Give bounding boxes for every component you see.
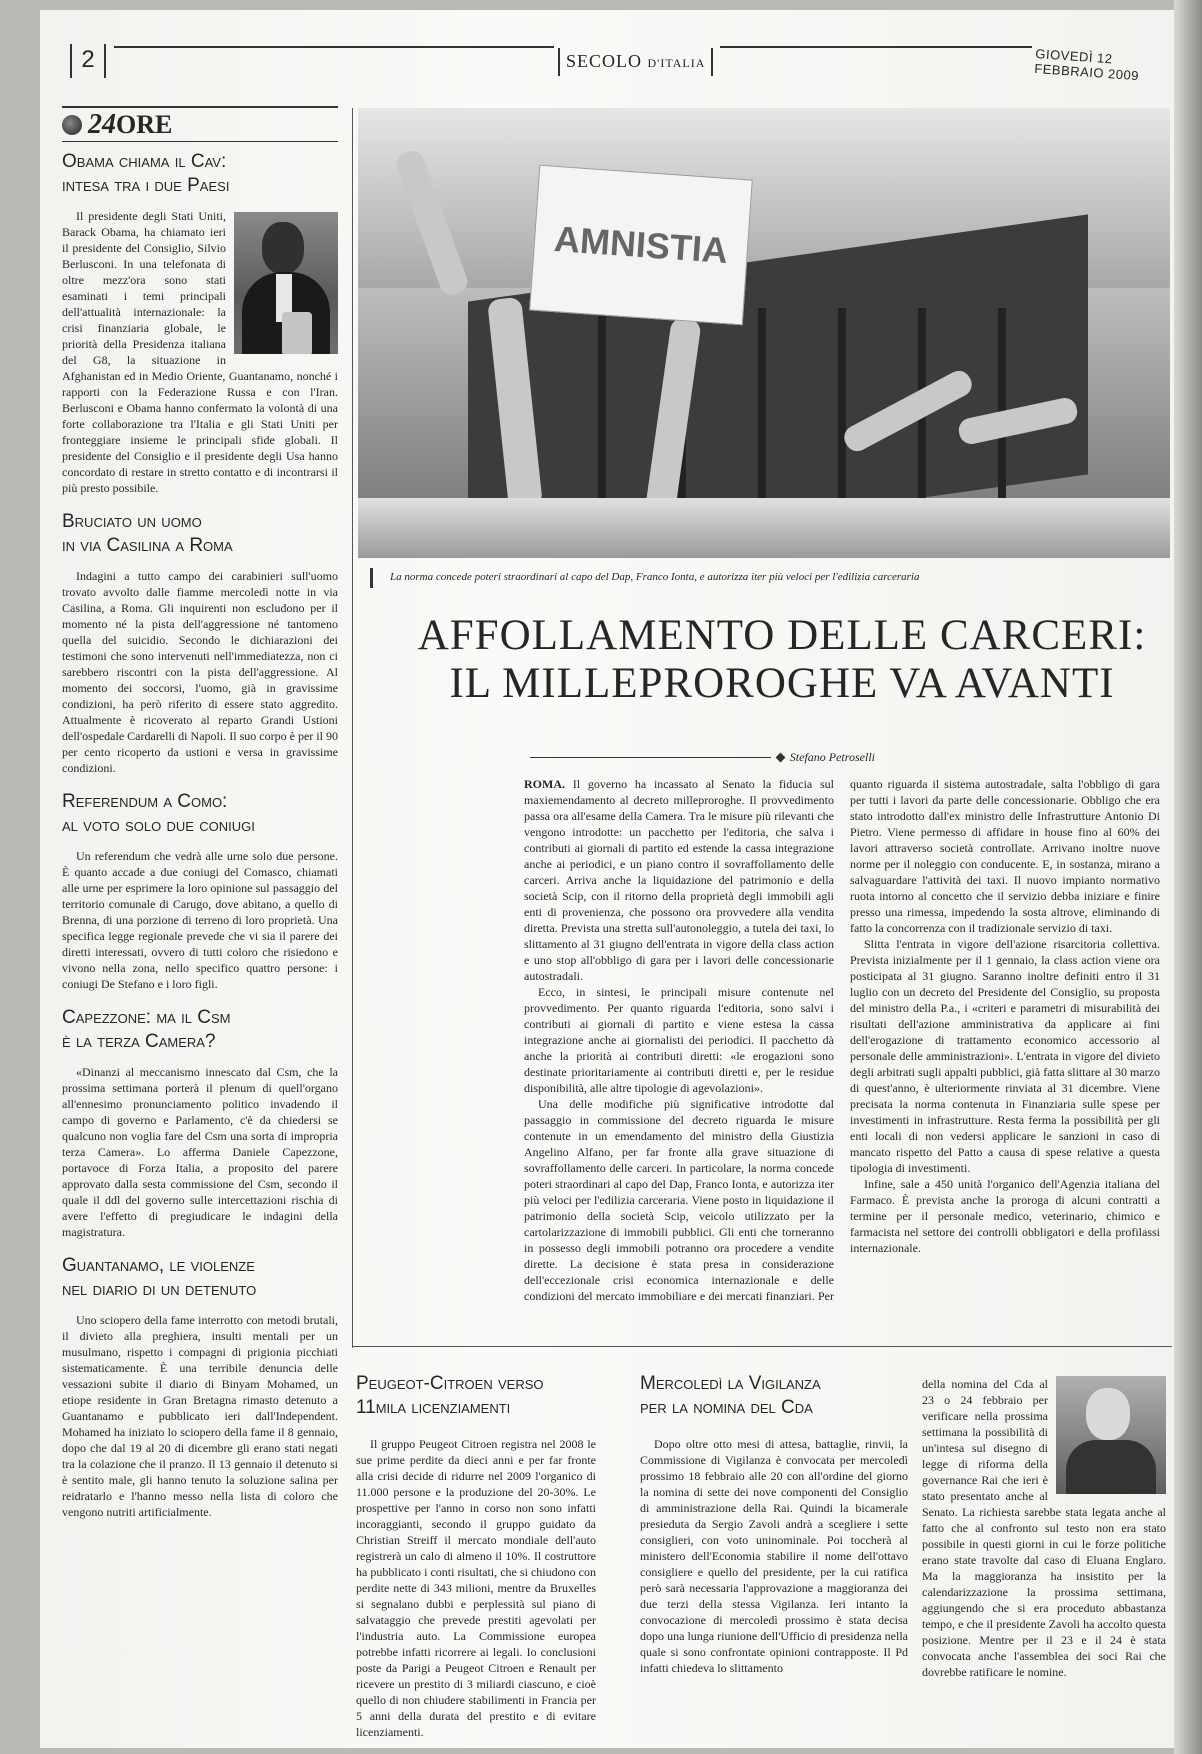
paper-name-main: SECOLO [566,51,643,71]
sidebar-article-obama [62,150,338,496]
main-headline [372,612,1192,708]
title-line: al voto solo due coniugi [62,815,255,836]
logo-text [88,109,172,141]
bottom-article-vigilanza [640,1372,908,1676]
headline-line: AFFOLLAMENTO DELLE CARCERI: [417,612,1147,659]
main-article-frame-left [352,108,353,1348]
sidebar-article-casilina [62,510,338,776]
article-title [62,790,338,838]
article-body: Un referendum che vedrà alle urne solo due persone. È quanto accade a due coniugi del Comasco, chiamati alle urne per esprimere la loro opinione sul passaggio del territorio comunale di Carugo, dove abitano, a quello di Brenna, di una porzione di terreno di loro proprietà. Una specifica legge regionale prevede che vi sia il parere dei diretti interessati, ovvero di tutti coloro che risiedono e vivono nella zona, nello specifico quattro persone: i coniugi De Stefano e i loro figli. [62,849,338,991]
title-line: per la nomina del Cda [640,1397,813,1418]
article-body: Indagini a tutto campo dei carabinieri sull'uomo trovato avvolto dalle fiamme mercoledì notte in via Casilina, a Roma. Gli inquirenti non escludono per il momento né la pista dell'aggressione né tantomeno quella del suicidio. Secondo le dichiarazioni dei testimoni che sono intervenuti nell'immediatezza, non ci sarebbero riscontri con la pista dell'aggressione. Al momento dei soccorsi, l'uomo, già in gravissime condizioni, ha però riferito di essere stato aggredito. Attualmente è ricoverato al reparto Grandi Ustioni dell'ospedale Cardarelli di Napoli. Il suo corpo è per il 90 per cento ricoperto da ustioni e versa in gravissime condizioni. [62,569,338,775]
title-line: Capezzone: ma il Csm [62,1007,231,1028]
paragraph-text: Il governo ha incassato al Senato la fiducia sul maxiemendamento al decreto milleproroghe. Il provvedimento passa ora all'esame della Camera. Tra le misure più rilevanti che vengono introdotte: un pacchetto per l'editoria, che salva i contributi ai giornali di partito ed estende la cassa integrazione anche ai periodici, e un piano contro il sovraffollamento delle carceri. Arriva anche la liquidazione del patrimonio e della società Scip, con il ritorno della proprietà degli immobili agli enti di provenienza, che possono ora provvedere alla vendita diretta. Prevista una stretta sull'autonoleggio, a tutela dei taxi, lo slittamento al 31 giugno dell'entrata in vigore della class action e uno stop all'obbligo di gara per i lavori delle concessionarie autostradali. [524,777,835,983]
title-line: 11mila licenziamenti [356,1397,511,1418]
photo-caption: La norma concede poteri straordinari al capo del Dap, Franco Ionta, e autorizza iter più veloci per l'edilizia carceraria [390,571,920,583]
logo-number: 24 [88,108,116,140]
title-line: nel diario di un detenuto [62,1279,257,1300]
article-paragraph [524,776,834,984]
main-article-frame-bottom [352,1346,1172,1347]
article-body: Dopo oltre otto mesi di attesa, battaglie, rinvii, la Commissione di Vigilanza è convocata per mercoledì prossimo 18 febbraio alle 20 con all'ordine del giorno la nomina di sette dei nove componenti del Consiglio di amministrazione della Rai. Quindi la bicamerale presieduta da Sergio Zavoli andrà a scegliere i sette consiglieri, con voto uninominale. Poi toccherà al ministero dell'Economia stabilire il nome dell'ottavo consigliere e quello del presidente, per la cui ratifica però sarà necessaria l'approvazione a maggioranza dei due terzi della stessa Vigilanza. Ieri intanto la convocazione di mercoledì prossimo è stata decisa dopo una lunga riunione dell'Ufficio di presidenza nella quale si sono confrontate opinioni contrapposte. Il Pd infatti chiedeva lo slittamento [640,1437,908,1675]
byline-rule [530,757,771,758]
sidebar-article-guantanamo [62,1254,338,1520]
headline-line: IL MILLEPROROGHE VA AVANTI [449,660,1115,707]
sidebar-article-como [62,790,338,992]
photo-head-shape [1086,1388,1130,1440]
article-body: della nomina del Cda al 23 o 24 febbraio per verificare nella prossima settimana la possibilità di un'intesa sul disegno di legge di riforma della governance Rai che ieri è stato presentato anche al Senato. La richiesta sarebbe stata legata anche al fatto che al confronto sul testo non era stato possibile in questi giorni in cui le forze politiche erano state travolte dal caso di Eluana Englaro. Ma la maggioranza ha insistito per la calendarizzazione la prossima settimana, aggiungendo che si era proceduto abbastanza tempo, e che il presidente Zavoli ha accolto questa posizione. Mentre per il 23 e il 24 è stata convocata anche l'assemblea dei soci Rai che dovrebbe ratificare le nomine. [922,1377,1166,1679]
article-paragraph: Ecco, in sintesi, le principali misure contenute nel provvedimento. Per quanto riguarda l'editoria, sono salvi i contributi ai giornali di partito e viene estesa la cassa integrazione anche ai giornalisti dei periodici. Il pacchetto dà anche la priorità ai contributi diretti: «le erogazioni sono destinate prioritariamente ai contributi diretti e, per le residue disponibilità, alle altre tipologie di agevolazioni». [524,985,834,1095]
issue-date: GIOVEDÌ 12 FEBBRAIO 2009 [1033,46,1140,84]
article-body: Uno sciopero della fame interrotto con metodi brutali, il divieto alla preghiera, insulti mentali per un musulmano, rispetto i compagni di prigionia picchiati sistematicamente. È una terribile denuncia delle vessazioni subite il diario di Binyam Mohamed, un etiope residente in Gran Bretagna rimasto detenuto a Guantanamo e pubblicato ieri dall'Independent. Mohamed ha iniziato lo sciopero della fame il 8 gennaio, dopo che dal 19 al 20 di dicembre gli erano stati negati tra la colazione che il pranzo. Il 13 gennaio il detenuto si è sentito male, gli hanno tenuto la soluzione salina per reidratarlo e l'hanno messo nella lista di coloro che vengono nutriti artificialmente. [62,1313,338,1519]
dateline: ROMA. [524,777,565,791]
title-line: Peugeot-Citroen verso [356,1373,544,1394]
article-title [640,1372,908,1420]
article-title [356,1372,596,1420]
sign-text: AMNISTIA [552,217,730,272]
obama-photo [234,212,338,354]
title-line: Mercoledì la Vigilanza [640,1373,821,1394]
photo-ledge [358,498,1170,558]
page-number: 2 [70,44,106,78]
article-body: Il gruppo Peugeot Citroen registra nel 2008 le sue prime perdite da dieci anni e per far fronte alla crisi decide di ridurre nel 2009 l'organico di 11.000 persone e la produzione del 20-30%. Le prospettive per l'anno in corso non sono infatti incoraggianti, secondo il gruppo guidato da Christian Streiff il mercato mondiale dell'auto registrerà un calo di almeno il 10%. Il costruttore ha pubblicato i conti risultati, che si chiudono con perdite nette di 343 milioni, mentre da Bruxelles si segnalano dubbi e perplessità sul piano di salvataggio che prevede prestiti agevolati per l'industria auto. La Commissione europea potrebbe infatti ricorrere ai legali. Io conclusioni poste da Parigi a Peugeot Citroen e Renault per ricevere un prestito di 3 miliardi ciascuno, e cioè quello di non chiudere stabilimenti in Francia per 5 anni della durata del prestito e di evitare licenziamenti. [356,1437,596,1739]
caption-marker [370,568,373,588]
amnistia-sign [529,165,753,326]
page-gutter-shadow [1174,0,1202,1754]
article-paragraph: Una delle modifiche più significative introdotte dal passaggio in commissione del decreto riguarda le misure contenute in un emendamento del ministro della Giustizia Angelino Alfano, per far fronte alla grave situazione di sovraffollamento delle carceri. In particolare, la norma concede poteri straordinari al capo del Dap, Franco Ionta, e autorizza iter più veloci per l'edilizia carceraria. Viene posto in liquidazione il patrimonio della società Scip, veicolo utilizzato per la cartolarizzazione di immobili pubblici. Gli enti che torneranno in possesso degli immobili potranno ora procedere a vendite dirette. La decisione è stata presa in considerazione dell'eccezionale crisi economica internazionale e delle condizioni del mercato immobiliare e dei mercati finanziari. Per quanto riguarda il sistema autostradale, salta l'obbligo di gara per tutti i lavori da parte delle concessionarie. Obbligo che era stato introdotto dall'ex ministro delle Infrastrutture Antonio Di Pietro. Viene permesso di affidare in house fino al 60% dei lavori attraverso società controllate. Arrivano inoltre nuove norme per il noleggio con conducente. E, in sostanza, mirano a salvaguardare l'attività dei taxi. Il nuovo impianto normativo ruota intorno al concetto che il servizio debba iniziare e finire presso una rimessa, impedendo la sosta altrove, eliminando di fatto la concorrenza con il tradizionale servizio di taxi. [524,777,1160,1303]
byline [530,750,875,765]
bottom-article-peugeot [356,1372,596,1740]
title-line: Guantanamo, le violenze [62,1255,255,1276]
photo-body-shape [1066,1440,1156,1494]
zavoli-photo [1056,1376,1166,1494]
title-line: Referendum a Como: [62,791,228,812]
bottom-article-vigilanza-continued [922,1376,1166,1680]
title-line: Obama chiama il Cav: [62,151,227,172]
masthead-rule-right [720,46,1032,48]
news-sidebar [62,106,338,1520]
article-title [62,1254,338,1302]
article-title [62,510,338,558]
sidebar-article-capezzone [62,1006,338,1240]
masthead-rule-left [114,46,554,48]
masthead [70,40,1180,84]
title-line: intesa tra i due Paesi [62,175,230,196]
paper-name [558,48,713,76]
title-line: in via Casilina a Roma [62,535,233,556]
article-body: Il presidente degli Stati Uniti, Barack Obama, ha chiamato ieri il presidente del Consiglio, Silvio Berlusconi. In una telefonata di oltre mezz'ora sono stati esaminati i temi principali dell'attualità internazionale: la crisi finanziaria globale, le priorità della Presidenza italiana del G8, la situazione in Afghanistan ed in Medio Oriente, Guantanamo, nonché i rapporti con la Federazione Russa e con l'Iran. Berlusconi e Obama hanno confermato la volontà di una forte collaborazione tra l'Italia e gli Stati Uniti per fronteggiare insieme le principali sfide globali. Il presidente del Consiglio e il presidente degli Usa hanno concordato di restare in stretto contatto e di incontrarsi il più presto possibile. [62,209,338,495]
prison-window-photo [358,108,1170,558]
article-title [62,1006,338,1054]
photo-head-shape [262,222,304,274]
24ore-logo [62,106,338,142]
article-paragraph: Slitta l'entrata in vigore dell'azione risarcitoria collettiva. Prevista inizialmente per il 1 gennaio, la class action viene ora posticipata al 31 giugno. Saranno inoltre definiti entro il 31 luglio con un decreto del Presidente del Consiglio, su proposta del ministro della P.a., i «criteri e parametri di misurabilità dei risultati dell'azione amministrativa da applicare ai fini dell'erogazione di trattamento economico accessorio al personale delle amministrazioni». L'entrata in vigore del divieto degli arbitrati sugli appalti pubblici, già fatta slittare al 30 marzo di quest'anno, è ulteriormente rinviata al 31 dicembre. Viene precisata la norma contenuta in Finanziaria sulle spese per investimenti in infrastrutture. Resta ferma la possibilità per gli enti locali di non vedersi applicare le sanzioni in caso di mancato rispetto del Patto a causa di spese relative a questa tipologia di investimenti. [850,937,1160,1175]
article-body: «Dinanzi al meccanismo innescato dal Csm, che la prossima settimana porterà il plenum di quell'organo all'ennesimo pronunciamento politico invadendo il campo di governo e Parlamento, c'è da chiedersi se qualcuno non voglia fare del Csm una sorta di impropria terza Camera». Lo afferma Daniele Capezzone, portavoce di Forza Italia, a proposito del parere approvato dalla sesta commissione del Csm, secondo il quale il ddl del governo sulle intercettazioni rischia di avere l'effetto di pregiudicare le indagini della magistratura. [62,1065,338,1239]
paper-name-small: D'ITALIA [647,56,706,70]
diamond-icon [775,753,785,763]
main-article-body [524,776,1160,1306]
title-line: Bruciato un uomo [62,511,202,532]
logo-word: ORE [116,109,173,139]
title-line: è la terza Camera? [62,1031,216,1052]
author-name: Stefano Petroselli [789,750,875,764]
article-title [62,150,338,198]
globe-icon [62,115,82,135]
photo-podium-shape [282,312,312,354]
article-paragraph: Infine, sale a 450 unità l'organico dell'Agenzia italiana del Farmaco. È prevista anche la proroga di alcuni contratti a termine per il personale medico, veterinario, chimico e farmacista nel settore dei controlli obbligatori e della profilassi internazionale. [850,1177,1160,1255]
